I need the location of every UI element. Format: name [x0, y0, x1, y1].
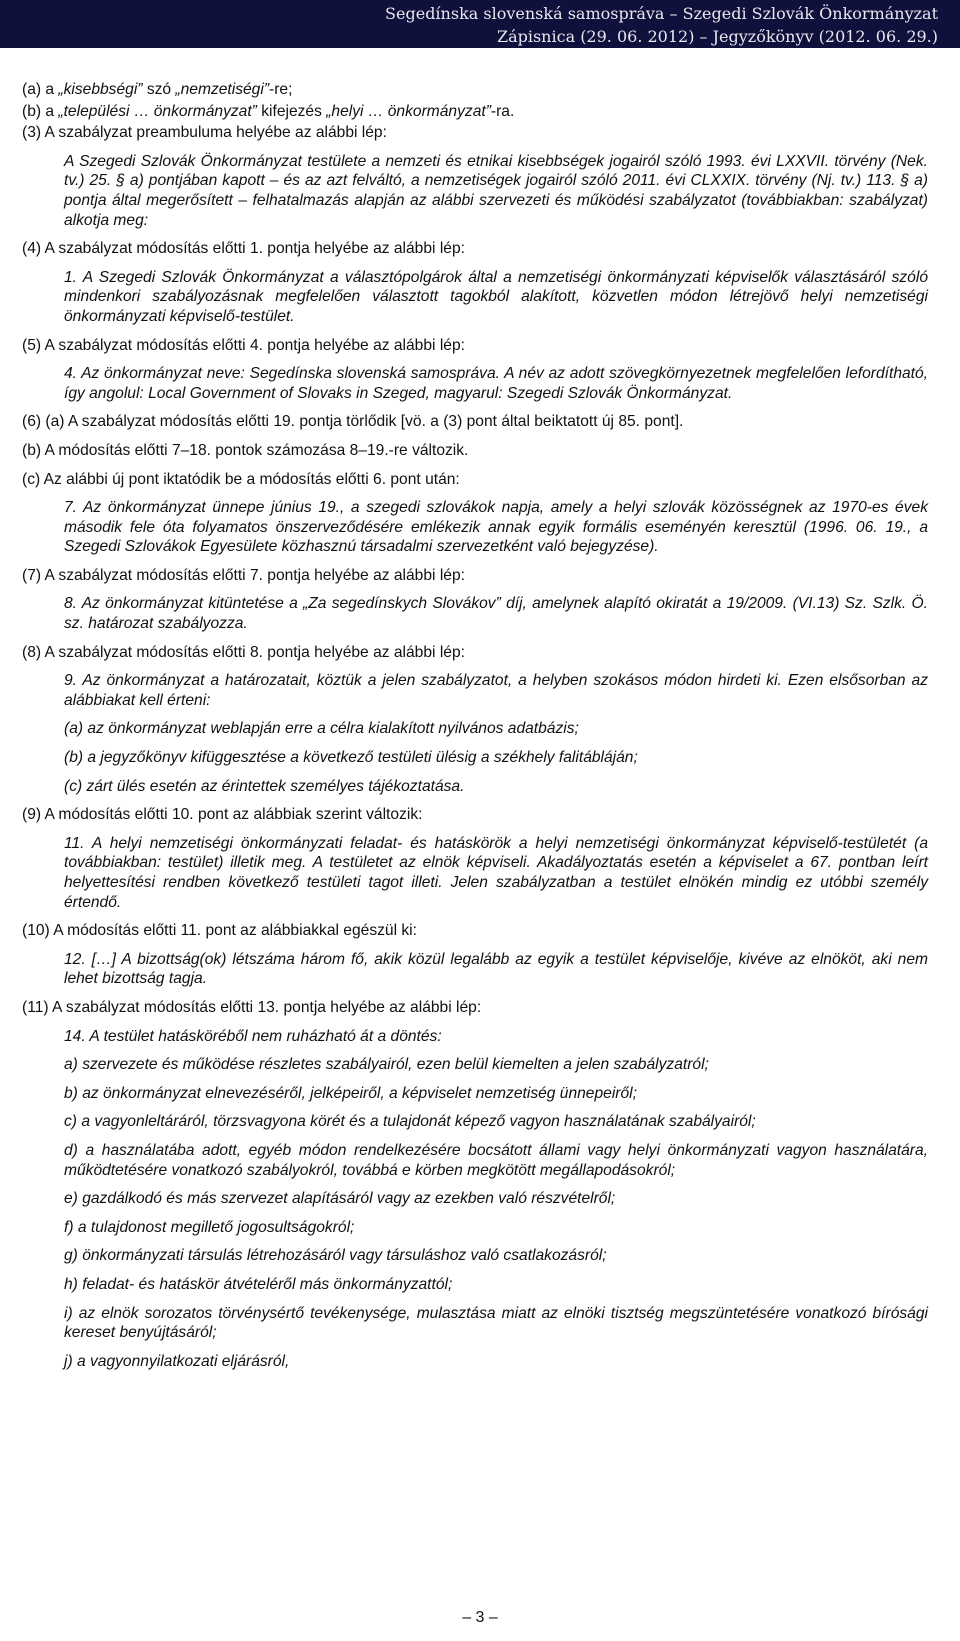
- section-8-item-a: (a) az önkormányzat weblapján erre a célra kialakított nyilvános adatbázis;: [64, 720, 579, 738]
- section-4-heading: (4) A szabályzat módosítás előtti 1. pontja helyébe az alábbi lép:: [22, 240, 465, 258]
- list-item-c: c) a vagyonleltáráról, törzsvagyona körét és a tulajdonát képező vagyon használatának szabályairól;: [64, 1113, 756, 1131]
- page-header: [0, 0, 960, 48]
- list-item-f: f) a tulajdonost megillető jogosultságokról;: [64, 1218, 355, 1236]
- list-item-j: j) a vagyonnyilatkozati eljárásról,: [64, 1352, 290, 1370]
- item-a: (a) a „kisebbségi” szó „nemzetiségi”-re;: [22, 81, 293, 98]
- section-9-heading: (9) A módosítás előtti 10. pont az alábbiak szerint változik:: [22, 806, 423, 824]
- page-number: – 3 –: [462, 1609, 498, 1626]
- section-4-text: 1. A Szegedi Szlovák Önkormányzat a választópolgárok által a nemzetiségi önkormányzati képviselők választásáról szóló mindenkori szabályozásnak megfelelően választott tagokból alakított, közvetlen módon létrejövő helyi nemzetiségi önkormányzati képviselő-testület.: [64, 268, 928, 325]
- list-item-i: i) az elnök sorozatos törvénysértő tevékenysége, mulasztása miatt az elnöki tisztség megszüntetésére vonatkozó bírósági kereset benyújtásáról;: [64, 1304, 928, 1342]
- list-item-g: g) önkormányzati társulás létrehozásáról vagy társuláshoz való csatlakozásról;: [64, 1247, 607, 1265]
- section-6-text: 7. Az önkormányzat ünnepe június 19., a szegedi szlovákok napja, amely a helyi szlovák közösségnek az 1970-es évek második fele óta folyamatos önszerveződésére emlékezik annak egyik formális eseményén keresztül (1996. 06. 19., a Szegedi Szlovákok Egyesülete közhasznú társadalmi szervezetként való bejegyzése).: [64, 499, 928, 556]
- list-item-d: d) a használatába adott, egyéb módon rendelkezésére bocsátott állami vagy helyi önkormányzati vagyon használatára, működtetésére vonatkozó szabályokról, továbbá e körben megkötött megállapodásokról;: [64, 1141, 928, 1179]
- section-8-item-c: (c) zárt ülés esetén az érintettek személyes tájékoztatása.: [64, 777, 465, 795]
- section-7-text: 8. Az önkormányzat kitüntetése a „Za segedínskych Slovákov” díj, amelynek alapító okiratát a 19/2009. (VI.13) Sz. Szlk. Ö. sz. határozat szabályozza.: [64, 595, 928, 633]
- section-6a: (6) (a) A szabályzat módosítás előtti 19. pontja törlődik [vö. a (3) pont által beiktatott új 85. pont].: [22, 413, 684, 431]
- section-10-heading: (10) A módosítás előtti 11. pont az alábbiakkal egészül ki:: [22, 922, 417, 940]
- section-5-heading: (5) A szabályzat módosítás előtti 4. pontja helyébe az alábbi lép:: [22, 336, 465, 354]
- section-6b: (b) A módosítás előtti 7–18. pontok számozása 8–19.-re változik.: [22, 441, 469, 459]
- list-item-a: a) szervezete és működése részletes szabályairól, ezen belül kiemelten a jelen szabályzatról;: [64, 1056, 709, 1074]
- section-8-heading: (8) A szabályzat módosítás előtti 8. pontja helyébe az alábbi lép:: [22, 643, 465, 661]
- section-11-heading: (11) A szabályzat módosítás előtti 13. pontja helyébe az alábbi lép:: [22, 998, 482, 1016]
- section-3-heading: (3) A szabályzat preambuluma helyébe az alábbi lép:: [22, 124, 387, 142]
- header-line-2: Zápisnica (29. 06. 2012) – Jegyzőkönyv (2012. 06. 29.): [496, 27, 938, 46]
- section-6c: (c) Az alábbi új pont iktatódik be a módosítás előtti 6. pont után:: [22, 470, 460, 488]
- list-item-e: e) gazdálkodó és más szervezet alapításáról vagy az ezekben való részvételről;: [64, 1190, 616, 1208]
- section-8-text: 9. Az önkormányzat a határozatait, köztük a jelen szabályzatot, a helyben szokásos módon hirdeti ki. Ezen elsősorban az alábbiakat kell érteni:: [64, 672, 928, 709]
- section-11-text: 14. A testület hatásköréből nem ruházható át a döntés:: [64, 1027, 442, 1045]
- list-item-h: h) feladat- és hatáskör átvételéről más önkormányzattól;: [64, 1275, 453, 1293]
- section-5-text: 4. Az önkormányzat neve: Segedínska slovenská samospráva. A név az adott szövegkörnyezetnek megfelelően lefordítható, így angolul: Local Government of Slovaks in Szeged, magyarul: Szegedi Szlovák Önkormányzat.: [64, 365, 928, 402]
- header-line-1: Segedínska slovenská samospráva – Szegedi Szlovák Önkormányzat: [385, 4, 938, 23]
- list-item-b: b) az önkormányzat elnevezéséről, jelképeiről, a képviselet nemzetiség ünnepeiről;: [64, 1084, 637, 1102]
- section-7-heading: (7) A szabályzat módosítás előtti 7. pontja helyébe az alábbi lép:: [22, 566, 465, 584]
- document-body: [22, 80, 928, 1380]
- section-3-text: A Szegedi Szlovák Önkormányzat testülete a nemzeti és etnikai kisebbségek jogairól szóló 1993. évi LXXVII. törvény (Nek. tv.) 25. § a) pontjában kapott – és az azt felváltó, a nemzetiségek jogairól szóló 2011. évi CLXXIX. törvény (Nj. tv.) 113. § a) pontja által megerősített – felhatalmazás alapján az alábbi szervezeti és működési szabályzatot (továbbiakban: szabályzat) alkotja meg:: [64, 152, 928, 229]
- section-9-text: 11. A helyi nemzetiségi önkormányzati feladat- és hatáskörök a helyi nemzetiségi önkormányzat képviselő-testületét (a továbbiakban: testület) illetik meg. A testületet az elnök képviseli. Akadályoztatás esetén a képviselet a 67. pontban leírt helyettesítési rendben következő testületi tagot illeti. Jelen szabályzatban a testület elnökén mindig ez utóbbi személy értendő.: [64, 834, 928, 911]
- section-8-item-b: (b) a jegyzőkönyv kifüggesztése a következő testületi ülésig a székhely falitábláján;: [64, 749, 638, 767]
- item-b: (b) a „települési … önkormányzat” kifejezés „helyi … önkormányzat”-ra.: [22, 102, 515, 120]
- section-10-text: 12. […] A bizottság(ok) létszáma három fő, akik közül legalább az egyik a testület képviselője, kivéve az elnököt, aki nem lehet bizottság tagja.: [64, 950, 928, 988]
